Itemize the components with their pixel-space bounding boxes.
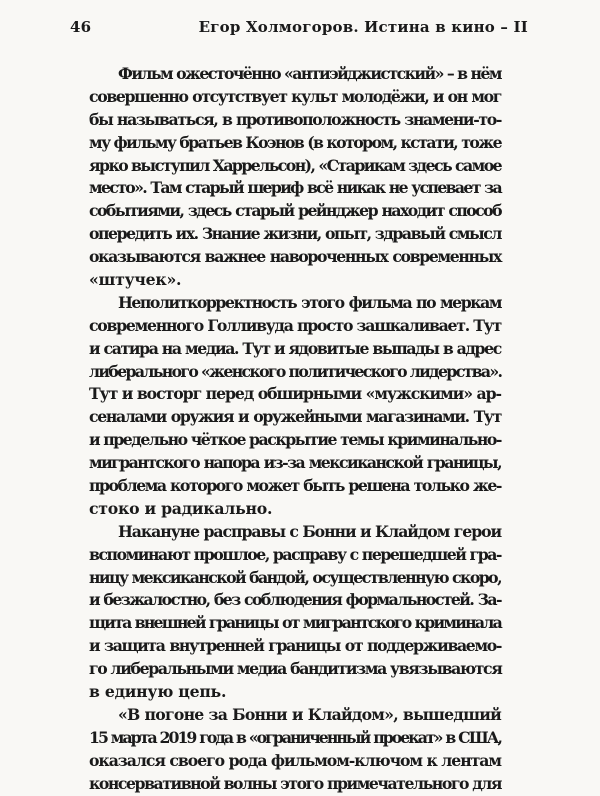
- text-line: в единую цепь.: [89, 682, 227, 702]
- text-line: бы называться, в противоположность знамени-то-: [89, 109, 501, 129]
- text-line: и защита внутренней границы от поддерживаемо-: [89, 636, 501, 656]
- text-line: оказался своего рода фильмом-ключом к лентам: [89, 750, 501, 770]
- text-line: 15 марта 2019 года в «ограниченный проекат» в США,: [89, 727, 501, 747]
- text-line: современного Голливуда просто зашкаливает. Тут: [89, 315, 501, 335]
- text-line: Неполиткорректность этого фильма по меркам: [118, 292, 501, 312]
- text-line: консервативной волны этого примечательного для: [89, 773, 501, 793]
- text-line: щита внешней границы от мигрантского криминала: [89, 613, 501, 633]
- text-line: Тут и восторг перед обширными «мужскими» ар-: [89, 384, 501, 404]
- text-line: опередить их. Знание жизни, опыт, здравый смысл: [89, 224, 501, 244]
- paragraph-2: [89, 292, 501, 521]
- text-line: «штучек».: [89, 270, 182, 290]
- page-number: 46: [70, 18, 92, 36]
- running-header: [70, 18, 528, 42]
- text-line: Фильм ожесточённо «антиэйджистский» – в нём: [118, 64, 501, 83]
- text-line: ярко выступил Харрельсон), «Старикам здесь самое: [89, 155, 502, 175]
- text-line: мигрантского напора из-за мексиканской границы,: [89, 453, 501, 473]
- paragraph-1: [89, 63, 501, 292]
- text-line: стоко и радикально.: [89, 498, 273, 518]
- text-line: либерального «женского политического лидерства».: [89, 361, 502, 381]
- text-line: и сатира на медиа. Тут и ядовитые выпады в адрес: [89, 338, 501, 358]
- body-text: [89, 63, 501, 796]
- text-line: сеналами оружия и оружейными магазинами. Тут: [89, 407, 501, 427]
- text-line: событиями, здесь старый рейнджер находит способ: [89, 201, 501, 221]
- text-line: ницу мексиканской бандой, осуществленную скоро,: [89, 567, 501, 587]
- text-line: проблема которого может быть решена только же-: [89, 476, 501, 496]
- paragraph-4: [89, 704, 501, 796]
- text-line: му фильму братьев Коэнов (в котором, кстати, тоже: [89, 132, 501, 152]
- text-line: го либеральными медиа бандитизма увязываются: [89, 659, 502, 679]
- text-line: и предельно чёткое раскрытие темы криминально-: [89, 430, 501, 450]
- text-line: «В погоне за Бонни и Клайдом», вышедший: [118, 704, 501, 724]
- text-line: оказываются важнее навороченных современных: [89, 247, 501, 267]
- text-line: совершенно отсутствует культ молодёжи, и он мог: [89, 86, 501, 106]
- text-line: и безжалостно, без соблюдения формальностей. За-: [89, 590, 501, 610]
- text-line: вспоминают прошлое, расправу с перешедшей гра-: [89, 544, 501, 564]
- paragraph-3: [89, 521, 501, 704]
- text-line: место». Там старый шериф всё никак не успевает за: [89, 178, 501, 198]
- running-title: Егор Холмогоров. Истина в кино – II: [198, 18, 528, 36]
- text-line: Накануне расправы с Бонни и Клайдом герои: [118, 521, 502, 541]
